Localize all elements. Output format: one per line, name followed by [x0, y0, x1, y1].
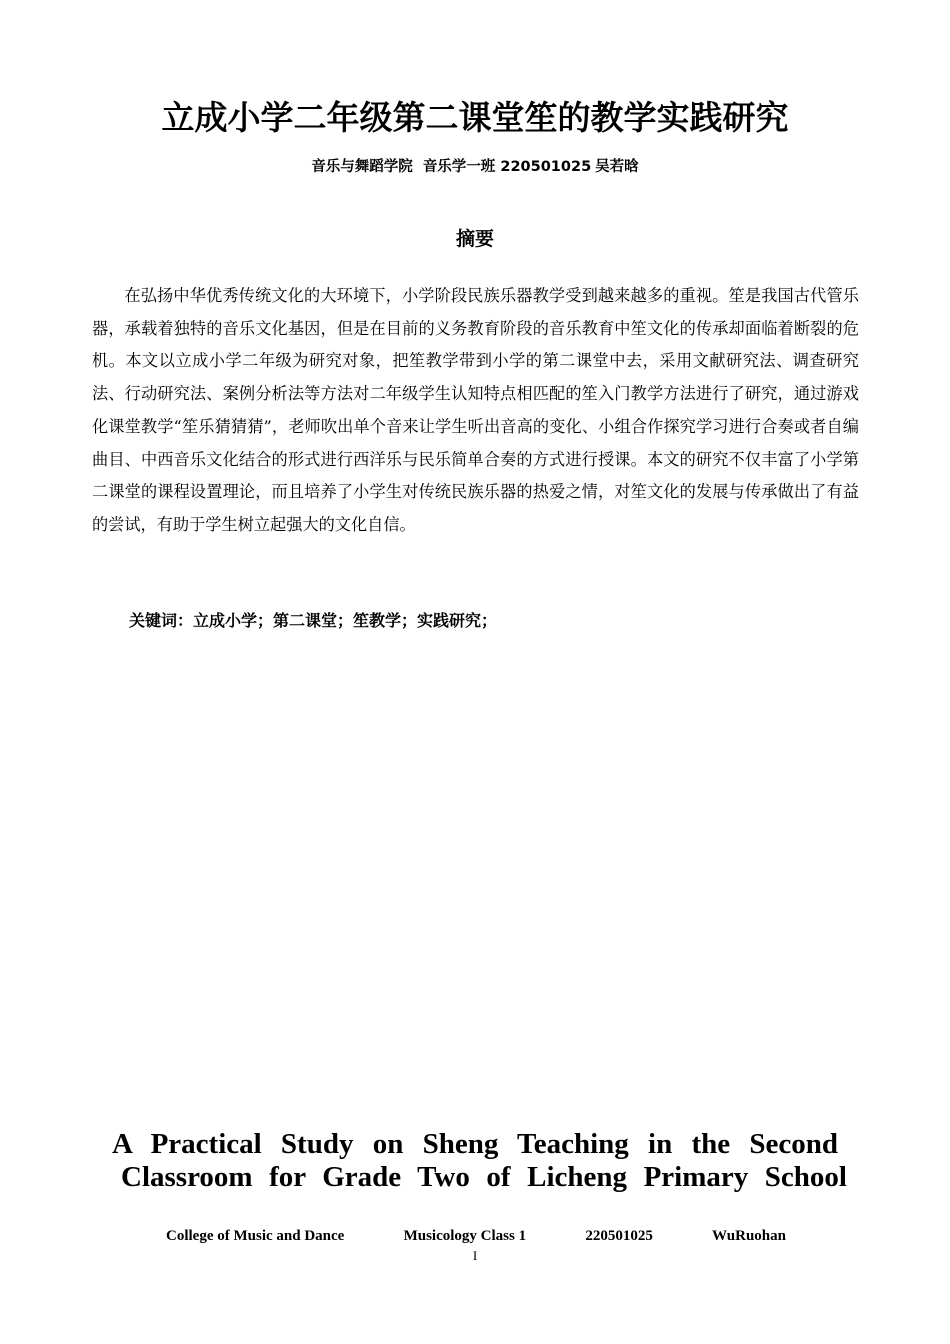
author-college-cn: 音乐与舞蹈学院 [311, 159, 413, 175]
keywords-line: 关键词：立成小学；第二课堂；笙教学；实践研究； [129, 611, 498, 630]
english-title-line-1: A Practical Study on Sheng Teaching in the Second [112, 1128, 838, 1160]
english-title-line-2: Classroom for Grade Two of Licheng Primary School [121, 1161, 847, 1193]
author-name-cn: 吴若晗 [595, 159, 639, 175]
author-name-en: WuRuohan [712, 1228, 786, 1244]
chinese-author-line [0, 155, 950, 176]
abstract-body: 在弘扬中华优秀传统文化的大环境下，小学阶段民族乐器教学受到越来越多的重视。笙是我国古代管乐器，承载着独特的音乐文化基因，但是在目前的义务教育阶段的音乐教育中笙文化的传承却面临着断裂的危机。本文以立成小学二年级为研究对象，把笙教学带到小学的第二课堂中去，采用文献研究法、调查研究法、行动研究法、案例分析法等方法对二年级学生认知特点相匹配的笙入门教学方法进行了研究，通过游戏化课堂教学“笙乐猜猜猜”，老师吹出单个音来让学生听出音高的变化、小组合作探究学习进行合奏或者自编曲目、中西音乐文化结合的形式进行西洋乐与民乐简单合奏的方式进行授课。本文的研究不仅丰富了小学第二课堂的课程设置理论，而且培养了小学生对传统民族乐器的热爱之情，对笙文化的发展与传承做出了有益的尝试，有助于学生树立起强大的文化自信。 [92, 286, 859, 534]
page-number: I [472, 1248, 478, 1263]
abstract-heading: 摘要 [455, 228, 494, 250]
author-id-en: 220501025 [585, 1228, 653, 1244]
chinese-title: 立成小学二年级第二课堂笙的教学实践研究 [161, 98, 789, 137]
author-college-en: College of Music and Dance [166, 1228, 345, 1244]
english-title [112, 1128, 847, 1194]
english-author-line [166, 1228, 786, 1245]
author-class-en: Musicology Class 1 [403, 1228, 527, 1244]
author-class-id-cn: 音乐学一班 220501025 [422, 159, 592, 175]
